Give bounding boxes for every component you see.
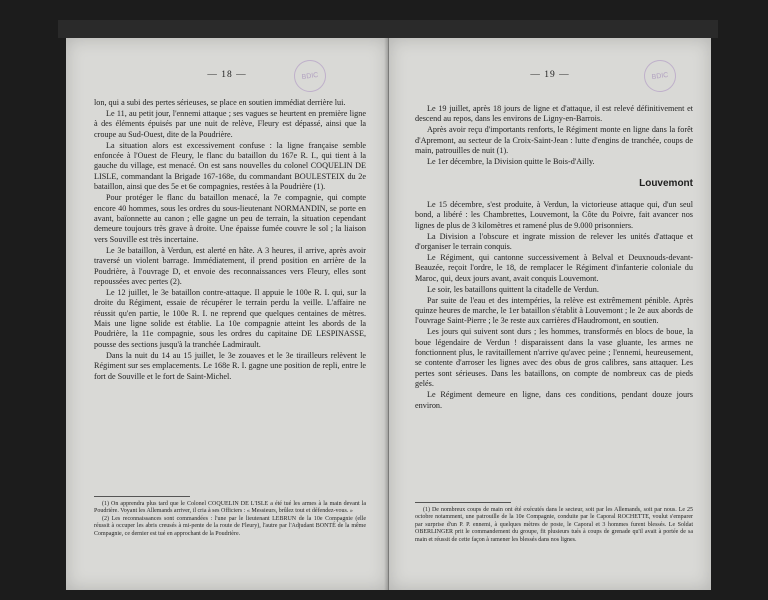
paragraph: Le 1er décembre, la Division quitte le Bois-d'Ailly. [427,157,595,167]
paragraph: Le 12 juillet, le 3e bataillon contre-attaque. Il appuie le 100e R. I. qui, sur la droite du Régiment, essaie de récupérer le terrain perdu la veille. L'affaire ne réussit qu'en partie, le 100e R. I. ne reprend que quelques centaines de mètres. Mais une ligne solide est établie. La 10e compagnie atteint les abords de la Poudrière, la 11e compagnie, sous les ordres du capitaine DE LESPINASSE, pousse des sections jusqu'à la tranchée Ladmirault. [94,287,366,349]
footnote-rule [94,496,190,497]
footnote: (2) Les reconnaissances sont commandées : l'une par le lieutenant LEBRUN de la 10e Compagnie (elle réussit à occuper les abris creusés à mi-pente de la route de Fleury), l'autre par l'Adjudant BONTÉ de la même Compagnie, ce dernier est tué en approchant de la Poudrière. [94,515,366,537]
paragraph: Pour protéger le flanc du bataillon menacé, la 7e compagnie, qui compte encore 40 hommes, sous les ordres du sous-lieutenant NORMANDIN, se porte en avant, baïonnette au canon ; elle gagne un peu de terrain, la situation cependant demeure toujours très grave à droite. Une épaisse fumée couvre le sol ; la liaison vers Souville est très incertaine. [94,193,366,244]
library-stamp: BDIC [642,58,678,94]
paragraph: Le Régiment demeure en ligne, dans ces conditions, pendant douze jours environ. [415,390,693,410]
footnotes [94,486,366,538]
paragraph: lon, qui a subi des pertes sérieuses, se place en soutien immédiat derrière lui. [94,98,346,107]
paragraph: Après avoir reçu d'importants renforts, le Régiment monte en ligne dans la forêt d'Apremont, au secteur de la Croix-Saint-Jean : lutte d'engins de tranchée, coups de main, patrouilles de nuit (1). [415,125,693,156]
library-stamp: BDIC [292,58,328,94]
paragraph: Le soir, les bataillons quittent la citadelle de Verdun. [427,284,599,294]
paragraph: Par suite de l'eau et des intempéries, la relève est extrêmement pénible. Après quinze heures de marche, le 1er bataillon s'établit à Louvemont ; le 2e aux abords de l'ouvrage Saint-Pierre ; le 3e reste aux carrières d'Haudromont, en soutien. [415,295,693,326]
paragraph: Les jours qui suivent sont durs ; les hommes, transformés en blocs de boue, la boue légendaire de Verdun ! disparaissent dans la vase gluante, les armes ne fonctionnent plus, le ravitaillement n'arrive qu'avec peine ; l'ennemi, heureusement, se contente d'arroser les lignes avec des obus de gros calibres, sans attaquer. Les pertes sont sérieuses. Dans les bataillons, on compte de nombreux cas de pieds gelés. [415,327,693,389]
section-heading: Louvemont [639,178,693,190]
paragraph: Le 19 juillet, après 18 jours de ligne et d'attaque, il est relevé définitivement et descend au repos, dans les environs de Ligny-en-Barrois. [415,104,693,124]
body-text [94,98,366,382]
footnote: (1) On apprendra plus tard que le Colonel COQUELIN DE L'ISLE a été tué les armes à la main devant la Poudrière. Voyant les Allemands arriver, il cria à ses Officiers : « Messieurs, brûlez tout et défendez-vous. » [94,501,366,515]
paragraph: La Division a l'obscure et ingrate mission de relever les unités d'attaque et d'organiser le terrain conquis. [415,231,693,251]
paragraph: Le Régiment, qui cantonne successivement à Belval et Deuxnouds-devant-Beauzée, reçoit l'ordre, le 18, de remplacer le Régiment d'infanterie coloniale du Maroc, qui, deux jours avant, avait conquis Louvemont. [415,252,693,283]
paragraph: Le 11, au petit jour, l'ennemi attaque ; ses vagues se heurtent en première ligne à des éléments épuisés par une nuit de relève, Fleury est dépassé, ainsi que la croupe au Sud-Ouest, dite de la Poudrière. [94,108,366,139]
body-text [415,104,693,411]
book-scan [8,10,760,590]
paragraph: Dans la nuit du 14 au 15 juillet, le 3e zouaves et le 3e tirailleurs relèvent le Régiment sur ses emplacements. Le 168e R. I. gagne une position de repli, entre le fort de Souville et le fort de Saint-Michel. [94,350,366,381]
paragraph: Le 3e bataillon, à Verdun, est alerté en hâte. A 3 heures, il arrive, après avoir traversé un violent barrage. Immédiatement, il prend position en arrière de la Poudrière, à l'ouvrage D, et envoie des reconnaissances vers Fleury, elles sont repoussées avec pertes (2). [94,245,366,286]
footnote: (1) De nombreux coups de main ont été exécutés dans le secteur, soit par les Allemands, soit par nous. Le 25 octobre notamment, une patrouille de la 10e Compagnie, conduite par le Caporal ROCHETTE, voulut s'emparer par surprise d'un P. P. ennemi, à quelques mètres de poste, le Caporal et 3 hommes furent blessés. Le Soldat OBERLINGER prit le commandement du groupe, fit plusieurs tués à coups de grenade qu'il avait à portée de sa main et réussit de cette façon à ramener les blessés dans nos lignes. [415,507,693,543]
scan-border [58,20,718,38]
page-number: — 19 — [530,70,570,80]
footnotes [415,492,693,544]
footnote-rule [415,502,511,503]
right-page [389,38,711,590]
left-page [66,38,389,590]
paragraph: Le 15 décembre, s'est produite, à Verdun, la victorieuse attaque qui, d'un seul bond, a libéré : les Chambrettes, Louvemont, la Côte du Poivre, fait avancer nos lignes de plus de 3 kilomètres et ramené plus de 9.000 prisonniers. [415,199,693,230]
page-number: — 18 — [207,70,247,80]
paragraph: La situation alors est excessivement confuse : la ligne française semble enfoncée à l'Ouest de Fleury, le flanc du bataillon du 167e R. I., qui tient à la gauche du village, est menacé. On est sans nouvelles du colonel COQUELIN DE LISLE, commandant la Brigade 167-168e, du commandant BOULESTEIX du 2e bataillon, ainsi que des 5e et 6e compagnies, restées à la Poudrière (1). [94,140,366,192]
